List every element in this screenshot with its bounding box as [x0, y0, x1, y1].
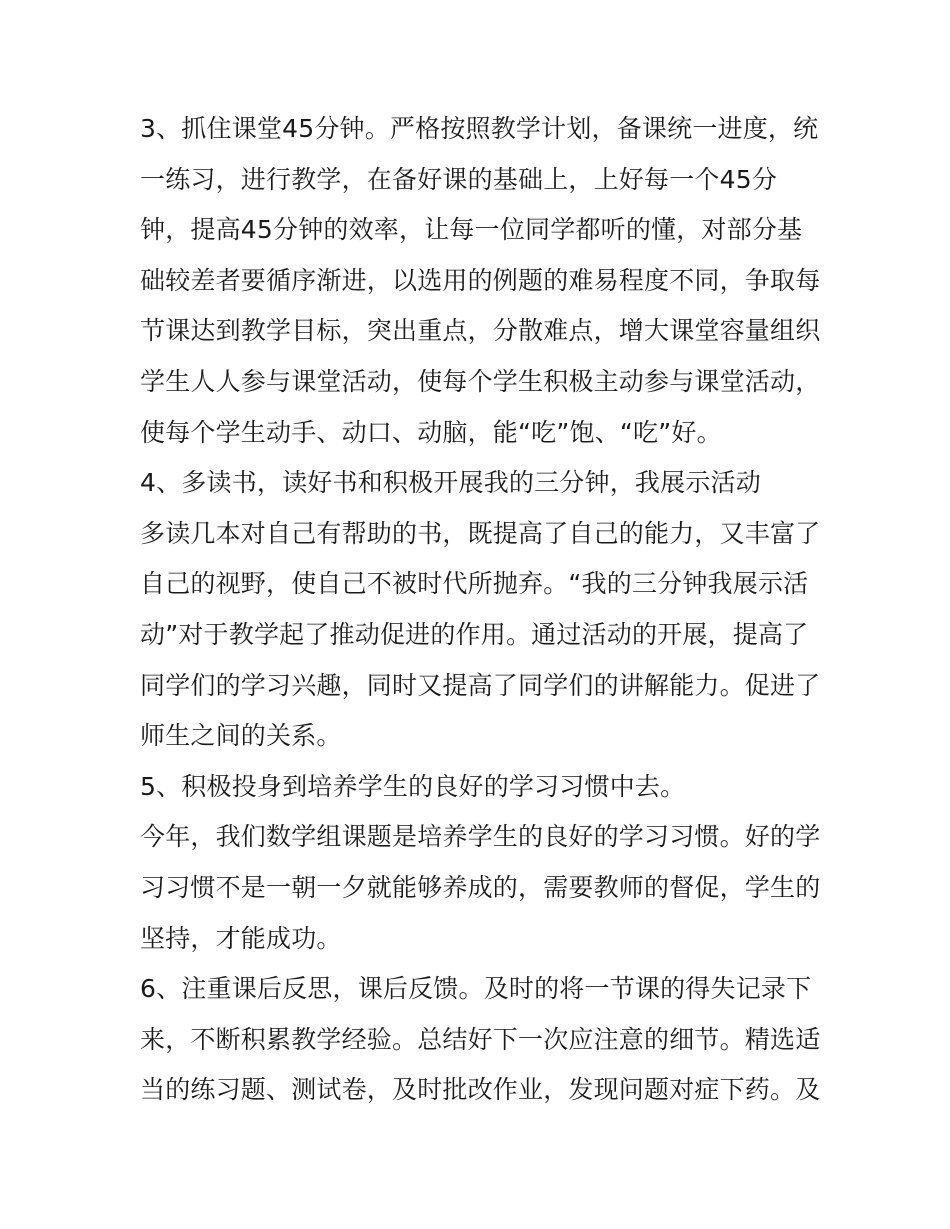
text-line: 钟，提高45分钟的效率，让每一位同学都听的懂，对部分基: [140, 215, 803, 245]
section-heading-line: 5、积极投身到培养学生的良好的学习习惯中去。: [140, 771, 686, 801]
text-line: 今年，我们数学组课题是培养学生的良好的学习习惯。好的学: [140, 822, 821, 852]
text-line: 多读几本对自己有帮助的书，既提高了自己的能力，又丰富了: [140, 518, 821, 548]
section-heading-line: 4、多读书，读好书和积极开展我的三分钟，我展示活动: [140, 468, 761, 498]
text-line: 3、抓住课堂45分钟。严格按照教学计划，备课统一进度，统: [140, 114, 819, 143]
text-line: 动”对于教学起了推动促进的作用。通过活动的开展，提高了: [140, 619, 809, 649]
text-line: 坚持，才能成功。: [140, 923, 342, 953]
text-line: 自己的视野，使自己不被时代所抛弃。“我的三分钟我展示活: [140, 569, 809, 599]
text-line: 当的练习题、测试卷，及时批改作业，发现问题对症下药。及: [140, 1075, 821, 1105]
text-line: 使每个学生动手、动口、动脑，能“吃”饱、“吃”好。: [140, 417, 722, 447]
section-heading-line: 6、注重课后反思，课后反馈。及时的将一节课的得失记录下: [140, 974, 812, 1004]
document-body: [140, 104, 820, 1116]
text-line: 一练习，进行教学，在备好课的基础上，上好每一个45分: [140, 164, 778, 194]
text-line: 础较差者要循序渐进，以选用的例题的难易程度不同，争取每: [140, 265, 821, 295]
text-line: 节课达到教学目标，突出重点，分散难点，增大课堂容量组织: [140, 316, 821, 346]
text-line: 学生人人参与课堂活动，使每个学生积极主动参与课堂活动，: [140, 366, 821, 396]
text-line: 来，不断积累教学经验。总结好下一次应注意的细节。精选适: [140, 1024, 821, 1054]
text-line: 同学们的学习兴趣，同时又提高了同学们的讲解能力。促进了: [140, 670, 821, 700]
text-line: 师生之间的关系。: [140, 721, 342, 751]
text-line: 习习惯不是一朝一夕就能够养成的，需要教师的督促，学生的: [140, 872, 821, 902]
